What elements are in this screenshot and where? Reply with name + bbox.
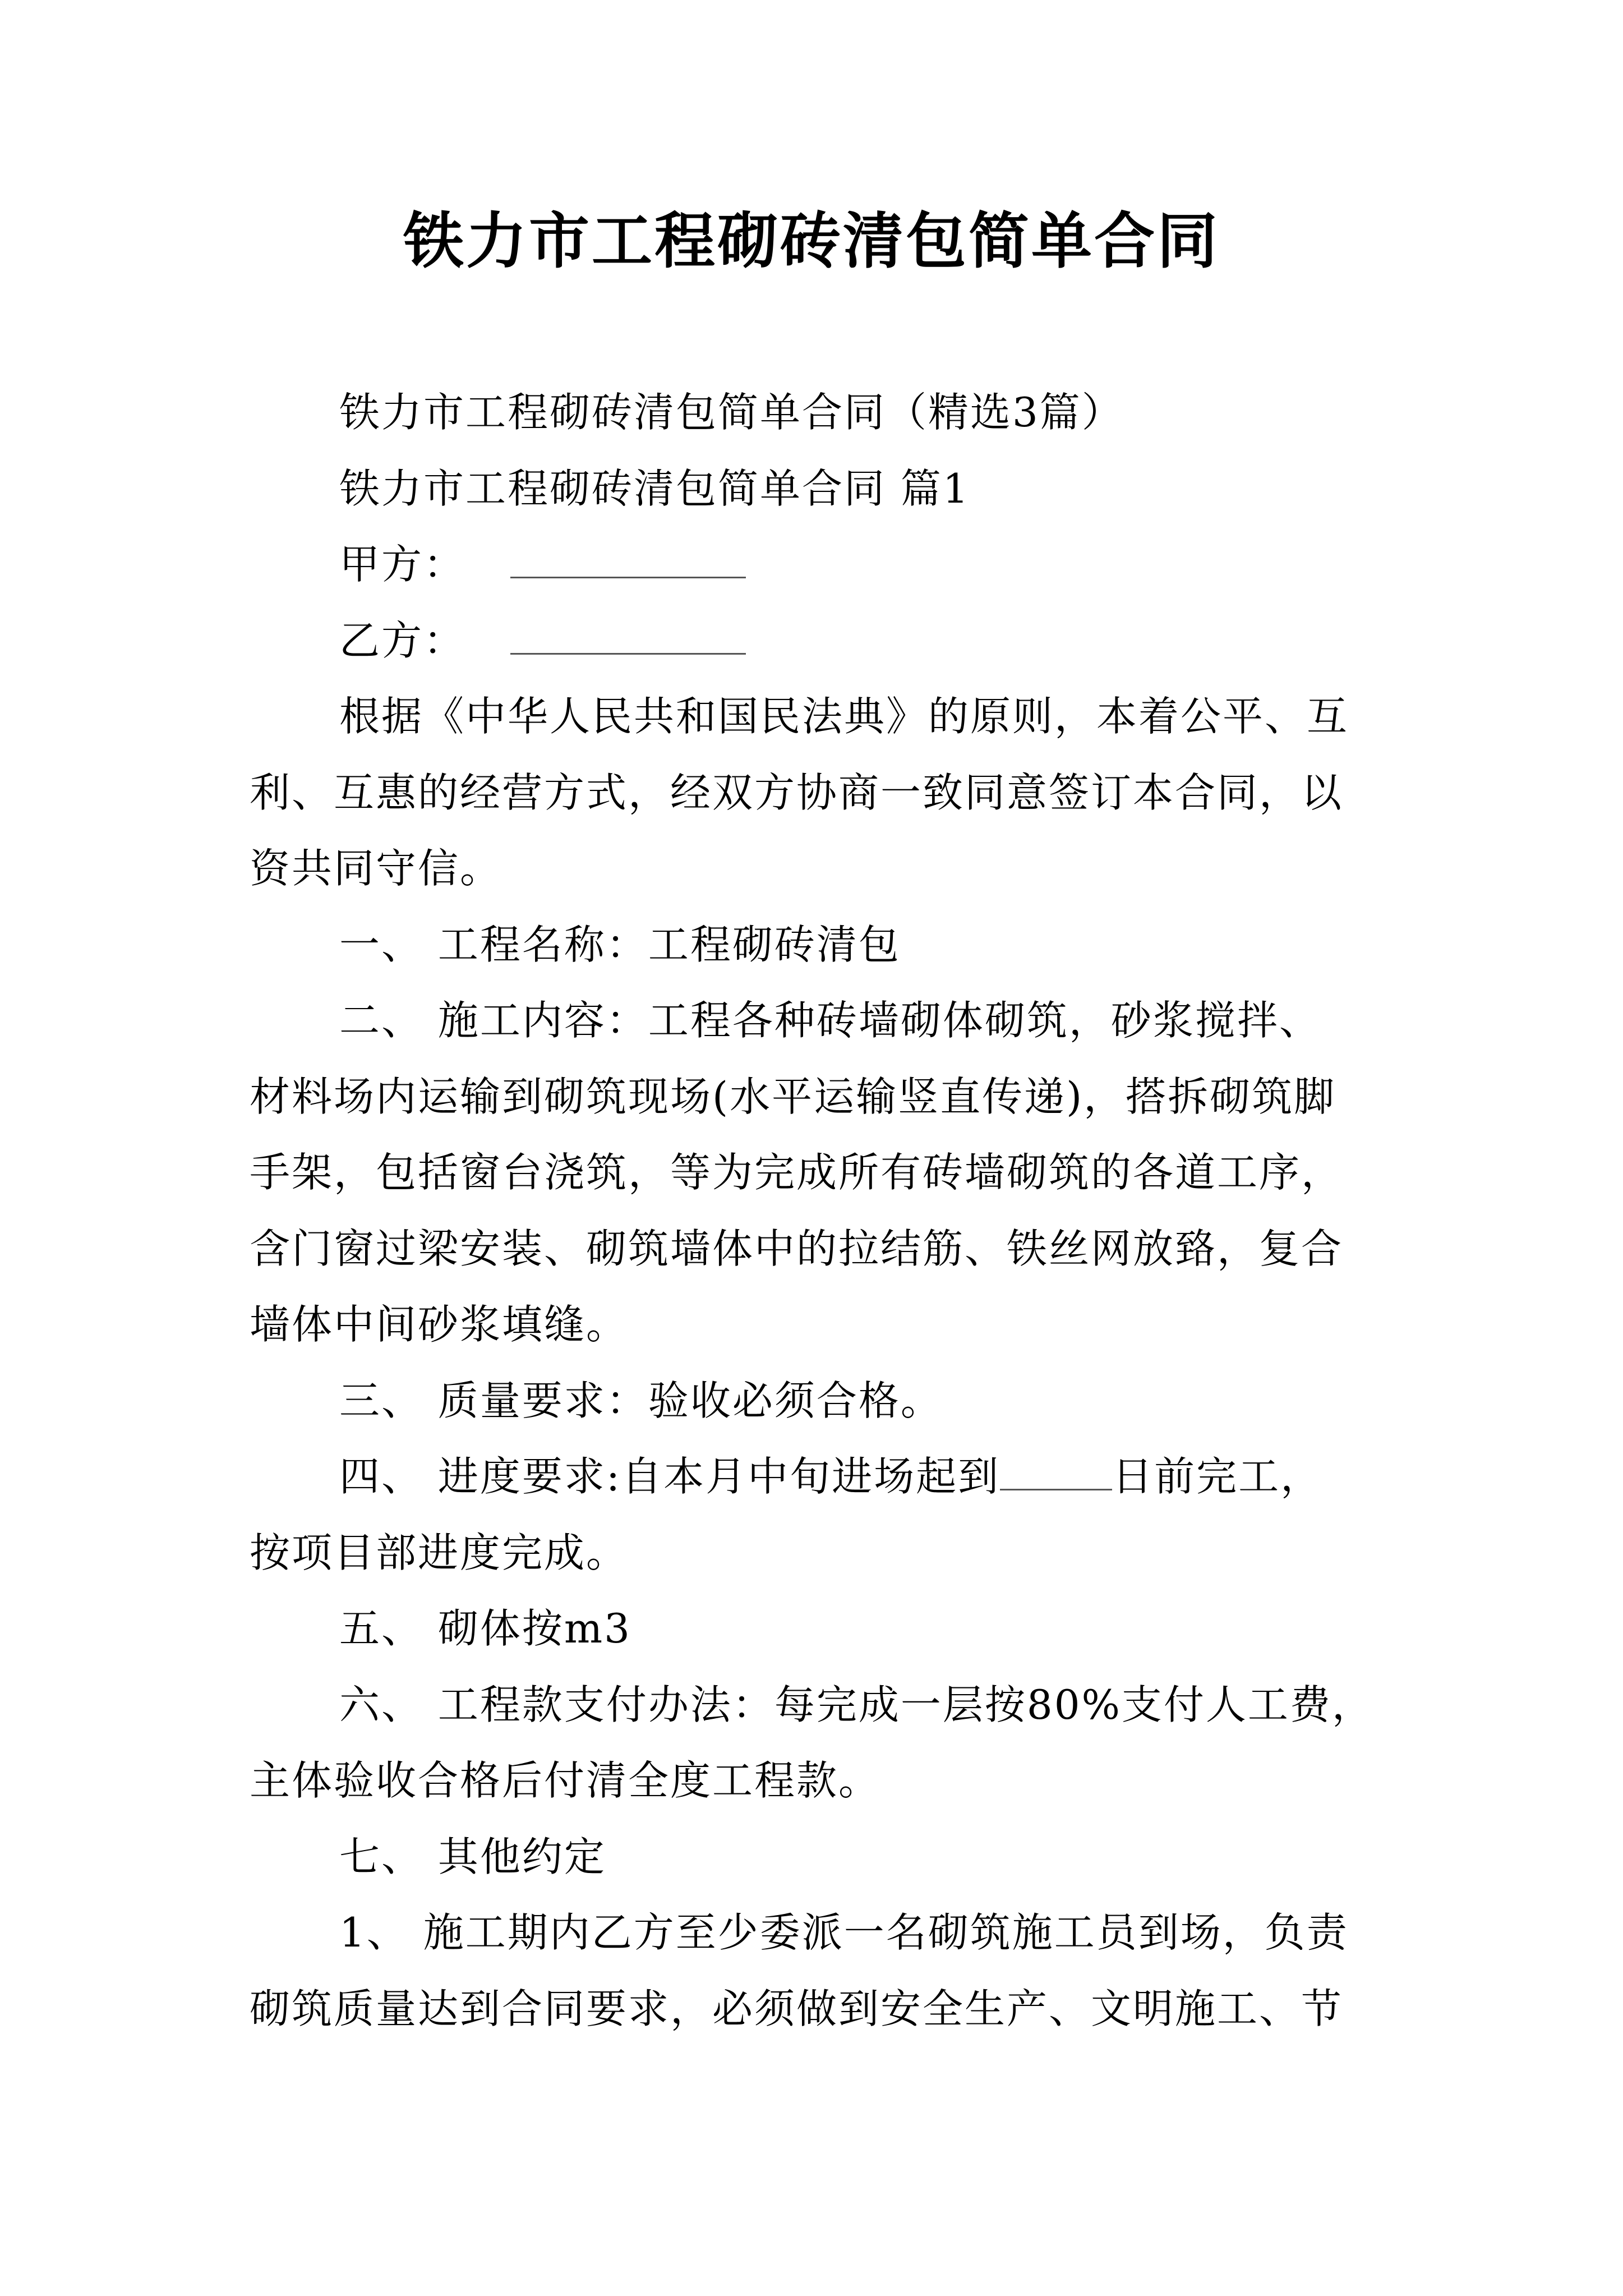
clause-6-line-1: 六、 工程款支付办法：每完成一层按80%支付人工费，	[339, 1681, 1374, 1728]
party-a-blank	[510, 543, 746, 578]
item-1-line-2: 砌筑质量达到合同要求，必须做到安全生产、文明施工、节	[250, 1985, 1344, 2032]
clause-4-text-a: 四、 进度要求:自本月中旬进场起到	[339, 1453, 1000, 1500]
clause-4-line-2: 按项目部进度完成。	[250, 1529, 629, 1576]
party-b-line	[250, 603, 1388, 679]
intro-paragraph-line-3: 资共同守信。	[250, 845, 502, 892]
clause-2-line-2: 材料场内运输到砌筑现场(水平运输竖直传递)，搭拆砌筑脚	[250, 1073, 1336, 1120]
document-title: 铁力市工程砌砖清包简单合同	[403, 206, 1220, 277]
party-b-label: 乙方：	[339, 616, 466, 664]
clause-2-line-1: 二、 施工内容：工程各种砖墙砌体砌筑，砂浆搅拌、	[339, 997, 1321, 1044]
intro-paragraph-line-1: 根据《中华人民共和国民法典》的原则，本着公平、互	[339, 693, 1349, 740]
party-a-label: 甲方：	[339, 541, 466, 588]
clause-1: 一、 工程名称：工程砌砖清包	[339, 921, 901, 968]
party-b-blank	[510, 619, 746, 655]
clause-4-text-b: 日前完工，	[1112, 1453, 1323, 1500]
document-body	[250, 375, 1388, 2047]
party-a-line	[250, 527, 1388, 603]
clause-2-line-5: 墙体中间砂浆填缝。	[250, 1301, 629, 1348]
clause-4-line-1	[250, 1439, 1388, 1515]
clause-5: 五、 砌体按m3	[339, 1605, 631, 1652]
section-heading: 铁力市工程砌砖清包简单合同 篇1	[339, 464, 970, 512]
clause-6-line-2: 主体验收合格后付清全度工程款。	[250, 1757, 881, 1804]
clause-7: 七、 其他约定	[339, 1833, 606, 1880]
completion-date-blank	[1000, 1455, 1112, 1490]
clause-2-line-3: 手架，包括窗台浇筑，等为完成所有砖墙砌筑的各道工序，	[250, 1149, 1344, 1196]
item-1-line-1: 1、 施工期内乙方至少委派一名砌筑施工员到场，负责	[339, 1909, 1349, 1956]
clause-2-line-4: 含门窗过梁安装、砌筑墙体中的拉结筋、铁丝网放臵，复合	[250, 1225, 1344, 1272]
intro-paragraph-line-2: 利、互惠的经营方式，经双方协商一致同意签订本合同，以	[250, 769, 1344, 816]
clause-3: 三、 质量要求：验收必须合格。	[339, 1377, 943, 1424]
subtitle-paragraph: 铁力市工程砌砖清包简单合同（精选3篇）	[339, 389, 1124, 436]
